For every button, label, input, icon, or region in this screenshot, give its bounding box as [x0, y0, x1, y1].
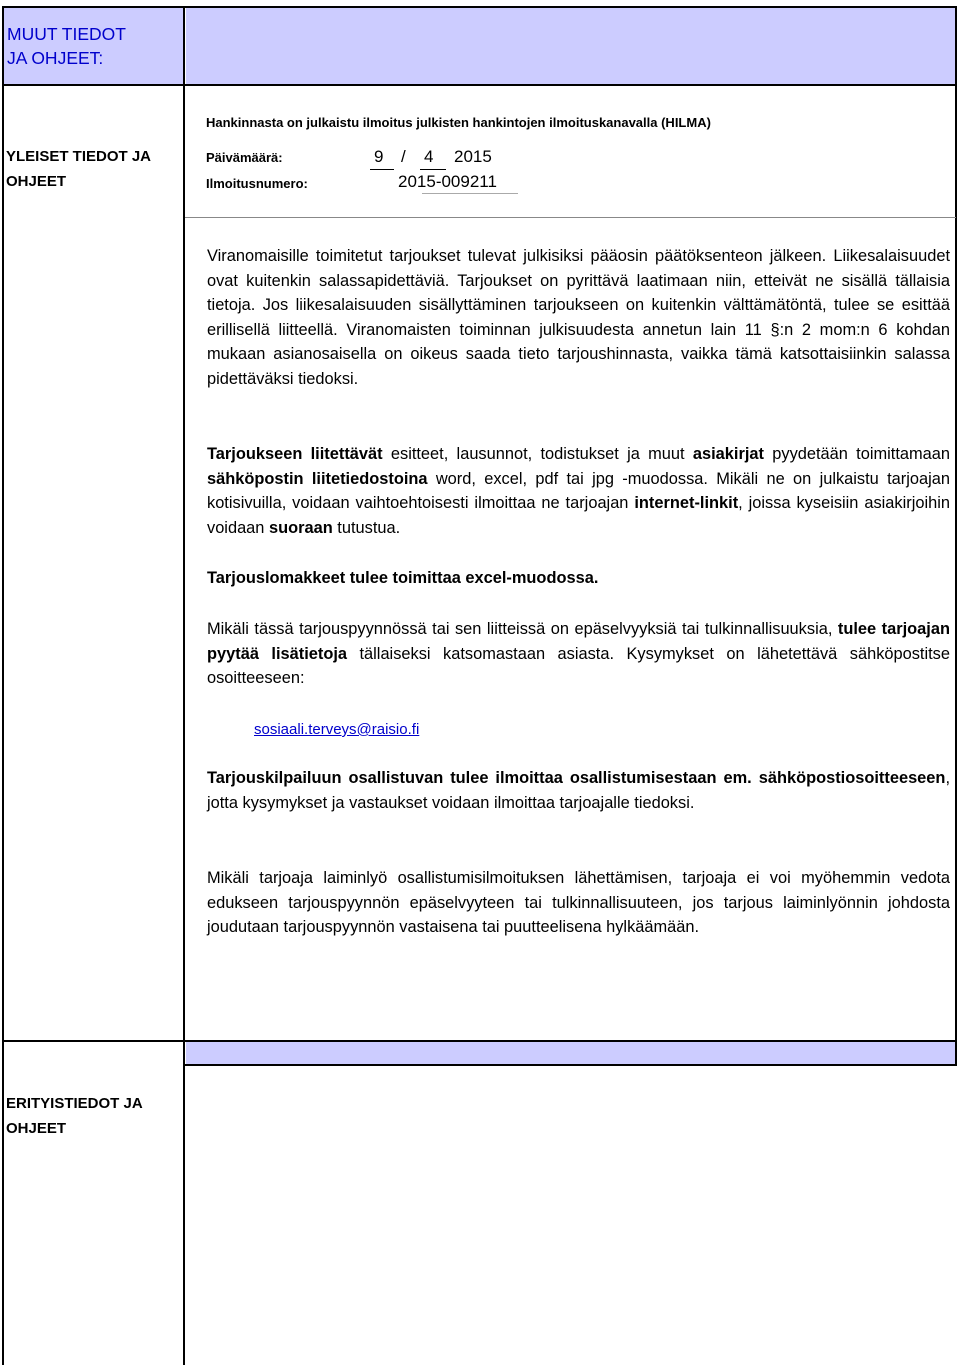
date-day: 9: [374, 147, 384, 166]
band-bottom-border: [185, 1064, 957, 1066]
date-separator: /: [401, 147, 406, 166]
right-border: [955, 6, 957, 1066]
section-divider-band: [186, 1042, 956, 1064]
contact-email-link[interactable]: sosiaali.terveys@raisio.fi: [254, 721, 420, 738]
paragraph-questions: Mikäli tässä tarjouspyynnössä tai sen liitteissä on epäselvyyksiä tai tulkinnallisuuksia, tulee tarjoajan pyytää lisätietoja tällaiseksi katsomastaan asiasta. Kysymykset on lähetettävä sähköpostitse osoitteeseen:: [207, 620, 950, 688]
date-year: 2015: [454, 147, 492, 166]
page-title-line1: MUUT TIEDOT: [7, 24, 126, 44]
general-bottom-border: [2, 1040, 957, 1042]
left-border: [2, 6, 4, 1365]
date-day-underline: [370, 169, 394, 170]
hilma-notice: Hankinnasta on julkaistu ilmoitus julkisten hankintojen ilmoituskanavalla (HILMA): [206, 115, 711, 130]
page-title-line2: JA OHJEET:: [7, 48, 104, 68]
paragraph-confidentiality: Viranomaisille toimitetut tarjoukset tulevat julkisiksi pääosin päätöksenteon jälkeen. Liikesalaisuudet ovat kuitenkin salassapidettäviä. Tarjoukset on pyrittävä laatimaan niin, etteivät ne sisällä tällaisia tietoja. Jos liikesalaisuuden sisällyttäminen tarjoukseen on kuitenkin välttämätöntä, tulee se esittää erillisellä liitteellä. Viranomaisten toiminnan julkisuudesta annetun lain 11 §:n 2 mom:n 6 kohdan mukaan asianosaisella on oikeus saada tieto tarjoushinnasta, vaikka tämä katsottaisiinkin salassa pidettäväksi tiedoksi.: [207, 247, 950, 388]
header-bottom-border: [2, 84, 957, 86]
date-month: 4: [424, 147, 434, 166]
paragraph-neglect: Mikäli tarjoaja laiminlyö osallistumisilmoituksen lähettämisen, tarjoaja ei voi myöhemmin vedota edukseen tarjouspyynnön epäselvyyteen tai tulkinnallisuuteen, jos tarjous laiminlyönnin johdosta joudutaan tarjouspyynnön vastaisena tai puutteelisena hylkäämään.: [207, 869, 950, 937]
paragraph-attachments: Tarjoukseen liitettävät esitteet, lausunnot, todistukset ja muut asiakirjat pyydetään toimittamaan sähköpostin liitetiedostoina word, excel, pdf tai jpg -muodossa. Mikäli ne on julkaistu tarjoajan kotisivuilla, voidaan vaihtoehtoisesti ilmoittaa ne tarjoajan internet-linkit, joissa kyseisiin asiakirjoihin voidaan suoraan tutustua.: [207, 445, 951, 537]
paragraph-registration: Tarjouskilpailuun osallistuvan tulee ilmoittaa osallistumisestaan em. sähköpostiosoitteeseen, jotta kysymykset ja vastaukset voidaan ilmoittaa tarjoajalle tiedoksi.: [207, 769, 950, 812]
special-section-label: ERITYISTIEDOT JA OHJEET: [6, 1095, 143, 1137]
notice-number-label: Ilmoitusnumero:: [206, 176, 308, 191]
notice-number-underline: [422, 193, 518, 194]
date-label: Päivämäärä:: [206, 150, 283, 165]
general-divider: [185, 217, 956, 218]
paragraph-excel-forms: Tarjouslomakkeet tulee toimittaa excel-muodossa.: [207, 569, 599, 587]
general-section-label: YLEISET TIEDOT JA OHJEET: [6, 148, 152, 190]
top-border: [2, 6, 957, 8]
column-divider: [183, 6, 185, 1365]
notice-number: 2015-009211: [398, 172, 497, 191]
page-title: [7, 22, 126, 70]
header-right-cell: [186, 8, 956, 84]
date-month-underline: [420, 169, 446, 170]
